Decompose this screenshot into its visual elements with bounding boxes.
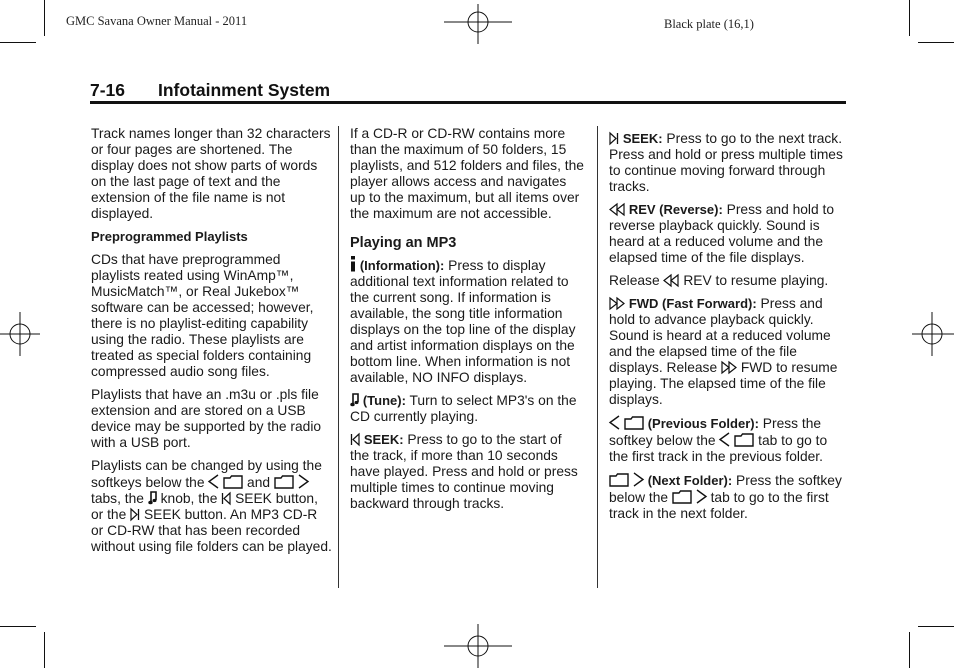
- crop-mark: [0, 42, 36, 43]
- info-icon: [350, 256, 356, 272]
- label: SEEK:: [622, 131, 663, 146]
- crop-mark: [44, 0, 45, 36]
- paragraph-prev-folder: [609, 415, 847, 465]
- folder-icon: [624, 416, 644, 430]
- text: FWD to resume playing. The elapsed time of the file displays.: [609, 360, 838, 407]
- seek-back-icon: [350, 433, 360, 446]
- tune-note-icon: [350, 393, 359, 407]
- text: SEEK button, or the: [91, 491, 318, 522]
- chevron-left-icon: [208, 474, 219, 489]
- text: Press the softkey below the: [609, 473, 842, 505]
- paragraph-fwd: [609, 296, 847, 408]
- text: Press and hold to advance playback quickly. Sound is heard at a reduced volume and the elapsed time of the file displays. Release: [609, 296, 831, 375]
- text: tab to go to the first track in the previous folder.: [609, 433, 828, 464]
- paragraph-rev: [609, 202, 847, 266]
- text: tab to go to the first track in the next folder.: [609, 490, 829, 521]
- paragraph-tune: [350, 393, 584, 425]
- text: SEEK button. An MP3 CD-R or CD-RW that has been recorded without using file folders can be played.: [91, 507, 332, 554]
- registration-mark-left: [0, 312, 40, 356]
- paragraph: Track names longer than 32 characters or four pages are shortened. The display does not show parts of words on the last page of text and the extension of the file name is not displayed.: [91, 126, 331, 221]
- paragraph: CDs that have preprogrammed playlists reated using WinAmp™, MusicMatch™, or Real Jukebox™ software can be accessed; however, there is no playlist-editing capability using the radio. These playlists are treated as special folders containing compressed audio song files.: [91, 252, 314, 379]
- column-1: [91, 126, 333, 562]
- folder-icon: [223, 475, 243, 489]
- crop-mark: [44, 632, 45, 668]
- crop-mark: [0, 626, 36, 627]
- seek-forward-icon: [130, 508, 140, 521]
- folder-icon: [609, 473, 629, 487]
- text: Turn to select MP3's on the CD currently playing.: [350, 393, 577, 424]
- registration-mark-bottom: [444, 624, 512, 668]
- title-rule: [90, 101, 846, 104]
- paragraph-next-folder: [609, 472, 847, 522]
- column-divider: [338, 126, 339, 588]
- label: (Previous Folder):: [647, 416, 759, 431]
- paragraph-seek-forward: [609, 131, 847, 195]
- folder-icon: [672, 490, 692, 504]
- registration-mark-right: [912, 312, 954, 356]
- label: (Tune):: [362, 393, 406, 408]
- label: (Next Folder):: [647, 473, 733, 488]
- text: Press the softkey below the: [609, 416, 822, 448]
- rewind-icon: [609, 203, 625, 216]
- seek-forward-icon: [609, 132, 619, 145]
- column-3: [609, 131, 847, 529]
- column-divider: [597, 126, 598, 588]
- section-title: Infotainment System: [158, 80, 331, 100]
- heading-playing-mp3: Playing an MP3: [350, 235, 457, 251]
- text: Press to go to the next track. Press and hold or press multiple times to continue moving forward through tracks.: [609, 131, 843, 194]
- chevron-right-icon: [633, 472, 644, 487]
- text: knob, the: [160, 491, 218, 506]
- manual-title: GMC Savana Owner Manual - 2011: [66, 14, 248, 28]
- paragraph-rev-release: [609, 273, 847, 289]
- heading-playlists: Preprogrammed Playlists: [91, 229, 248, 244]
- paragraph-seek-back: [350, 432, 584, 512]
- text: Playlists can be changed by using the softkeys below the: [91, 458, 322, 490]
- text: and: [247, 475, 271, 490]
- rewind-icon: [663, 274, 679, 287]
- text: REV to resume playing.: [683, 273, 829, 288]
- paragraph-playlist-controls: [91, 458, 333, 555]
- fast-forward-icon: [609, 297, 625, 310]
- text: Release: [609, 273, 660, 288]
- text: Press and hold to reverse playback quickly. Sound is heard at a reduced volume and the elapsed time of the file displays.: [609, 202, 835, 265]
- label: SEEK:: [363, 432, 404, 447]
- tune-note-icon: [148, 491, 157, 505]
- label: REV (Reverse):: [628, 202, 723, 217]
- text: Press to go to the start of the track, if more than 10 seconds have played. Press and hold or press multiple times to continue moving backward through tracks.: [350, 432, 578, 511]
- plate-label: Black plate (16,1): [664, 17, 754, 31]
- crop-mark: [918, 626, 954, 627]
- label: (Information):: [359, 258, 445, 273]
- page-title: [90, 80, 330, 101]
- column-2: [350, 126, 584, 519]
- chevron-left-icon: [719, 432, 730, 447]
- paragraph: If a CD-R or CD-RW contains more than the maximum of 50 folders, 15 playlists, and 512 folders and files, the player allows access and navigates up to the maximum, but all items over the maximum are not accessible.: [350, 126, 584, 221]
- label: FWD (Fast Forward):: [628, 296, 757, 311]
- paragraph-info: [350, 256, 584, 386]
- crop-mark: [909, 632, 910, 668]
- crop-mark: [909, 0, 910, 36]
- folder-icon: [274, 475, 294, 489]
- text: Press to display additional text information related to the current song. If information is available, the song title information displays on the top line of the display and artist information displays on the bottom line. When information is not available, NO INFO displays.: [350, 258, 576, 385]
- page-number: 7-16: [90, 80, 126, 100]
- text: tabs, the: [91, 491, 144, 506]
- seek-back-icon: [221, 492, 231, 505]
- crop-mark: [918, 42, 954, 43]
- chevron-right-icon: [298, 474, 309, 489]
- chevron-right-icon: [696, 489, 707, 504]
- registration-mark-top: [444, 4, 512, 44]
- chevron-left-icon: [609, 415, 620, 430]
- folder-icon: [734, 433, 754, 447]
- fast-forward-icon: [721, 361, 737, 374]
- paragraph: Playlists that have an .m3u or .pls file extension and are stored on a USB device may be supported by the radio with a USB port.: [91, 387, 322, 450]
